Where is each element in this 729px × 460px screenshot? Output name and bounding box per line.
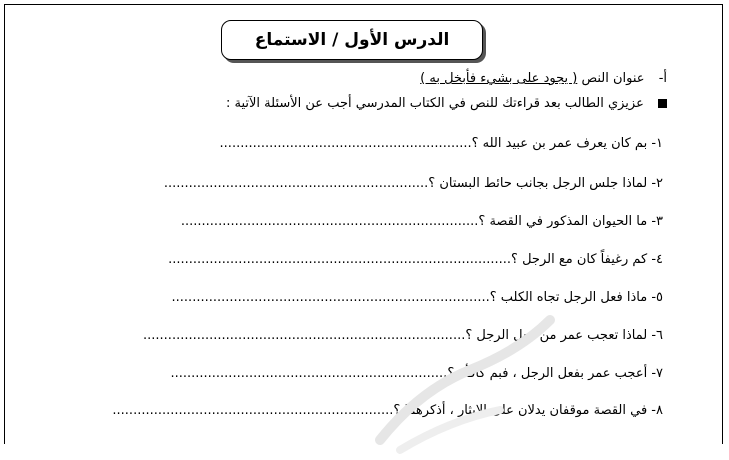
answer-dots[interactable]: ................................................................ (163, 176, 429, 191)
answer-dots[interactable]: ............................................................................. (171, 290, 490, 305)
question-text: ٤- كم رغيفاً كان مع الرجل ؟ (511, 252, 663, 267)
answer-dots[interactable]: ............................................................. (219, 136, 472, 151)
instructions (226, 95, 667, 113)
answer-dots[interactable]: ........................................................................ (180, 214, 479, 229)
section-a-label: عنوان النص (581, 71, 645, 86)
question-text: ٢- لماذا جلس الرجل بجانب حائط البستان ؟ (428, 176, 663, 191)
question-text: ٣- ما الحيوان المذكور في القصة ؟ (478, 214, 663, 229)
section-a-letter: أ- (658, 71, 667, 86)
question-2 (164, 175, 663, 193)
question-8 (112, 402, 663, 420)
question-text: ٦- لماذا تعجب عمر من فعل الرجل ؟ (465, 328, 663, 343)
question-1 (220, 135, 663, 153)
square-bullet-icon (658, 99, 667, 108)
question-3 (181, 213, 663, 231)
instructions-text: عزيزي الطالب بعد قراءتك للنص في الكتاب المدرسي أجب عن الأسئلة الآتية : (225, 96, 644, 111)
lesson-title: الدرس الأول / الاستماع (254, 30, 450, 50)
section-a-subtitle: ( يجود على بشيء فأبخل به ) (420, 71, 578, 86)
question-text: ١- بم كان يعرف عمر بن عبيد الله ؟ (471, 136, 663, 151)
question-text: ٥- ماذا فعل الرجل تجاه الكلب ؟ (489, 290, 663, 305)
lesson-title-box (221, 20, 483, 60)
question-6 (143, 327, 663, 345)
answer-dots[interactable]: .................................................................... (112, 403, 394, 418)
question-4 (168, 251, 663, 269)
question-text: ٧- أعجب عمر بفعل الرجل ، فبم كافأه ؟ (447, 366, 663, 381)
answer-dots[interactable]: ................................................................... (170, 366, 448, 381)
question-5 (172, 289, 663, 307)
answer-dots[interactable]: .............................................................................. (143, 328, 466, 343)
question-text: ٨- في القصة موقفان يدلان على الإيثار ، أذكرهما ؟ (393, 403, 663, 418)
answer-dots[interactable]: ................................................................................... (168, 252, 512, 267)
question-7 (170, 365, 663, 383)
section-a-heading (420, 70, 667, 88)
